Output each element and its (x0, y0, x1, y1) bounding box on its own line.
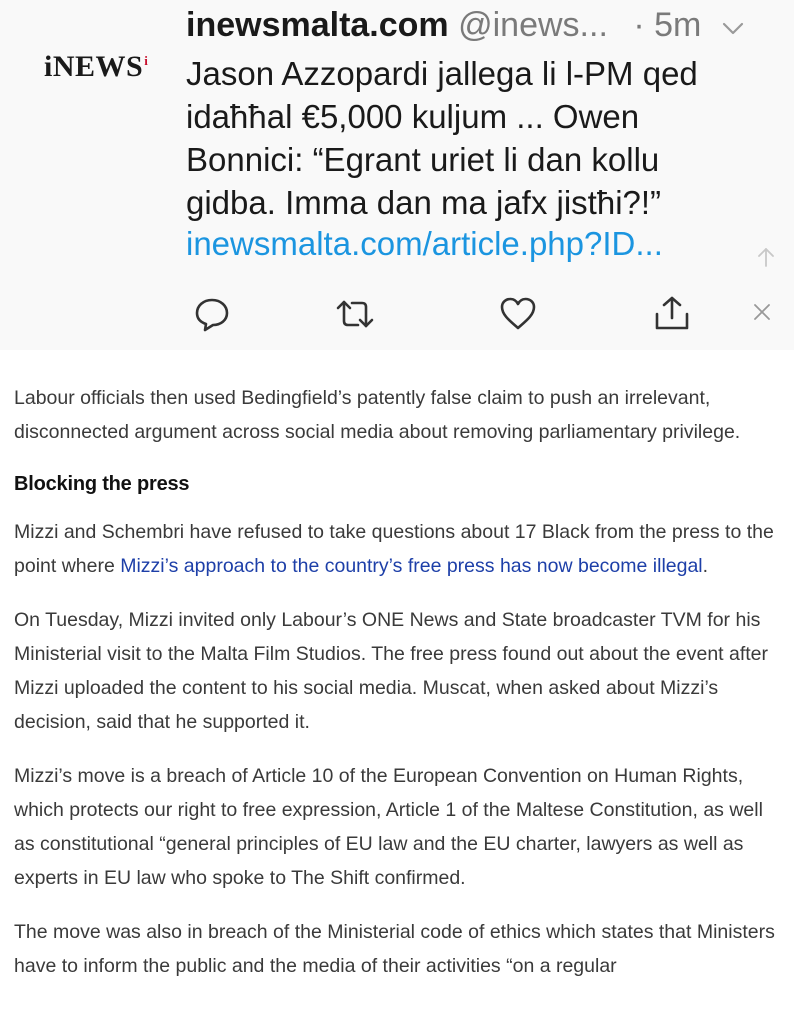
tweet-text (186, 52, 776, 224)
tweet-time: · 5m (633, 6, 702, 44)
tweet-text-line: Jason Azzopardi jallega li l-PM qed (186, 55, 698, 92)
article-body (14, 381, 784, 1003)
article-paragraph (14, 515, 784, 583)
tweet-link[interactable]: inewsmalta.com/article.php?ID... (186, 225, 663, 262)
logo-mark: i (144, 53, 149, 68)
share-icon[interactable] (652, 294, 692, 334)
article-link[interactable]: Mizzi’s approach to the country’s free press has now become illegal (120, 555, 703, 577)
embedded-tweet (0, 0, 794, 350)
tweet-handle[interactable]: @inews... (458, 6, 608, 44)
reply-icon[interactable] (192, 294, 232, 334)
article-paragraph: Mizzi’s move is a breach of Article 10 of the European Convention on Human Rights, which protects our right to free expression, Article 1 of the Maltese Constitution, as well as constitutional “general principles of EU law and the EU charter, lawyers as well as experts in EU law who spoke to The Shift confirmed. (14, 765, 763, 889)
retweet-icon[interactable] (332, 294, 378, 334)
section-heading: Blocking the press (14, 473, 190, 495)
heart-icon[interactable] (498, 294, 538, 334)
paragraph-text: Mizzi and Schembri have refused to take questions about 17 Black from the press to the point where (14, 521, 774, 577)
article-paragraph: Labour officials then used Bedingfield’s patently false claim to push an irrelevant, disconnected argument across social media about removing parliamentary privilege. (14, 387, 741, 443)
close-icon[interactable] (748, 298, 776, 326)
tweet-header (186, 6, 701, 45)
tweet-text-line: gidba. Imma dan ma jafx jistħi?!” (186, 184, 662, 221)
chevron-down-icon[interactable] (716, 14, 750, 42)
paragraph-text: . (702, 555, 709, 577)
article-paragraph: On Tuesday, Mizzi invited only Labour’s ONE News and State broadcaster TVM for his Ministerial visit to the Malta Film Studios. The free press found out about the event after Mizzi uploaded the content to his social media. Muscat, when asked about Mizzi’s decision, said that he supported it. (14, 609, 769, 733)
tweet-text-line: Bonnici: “Egrant uriet li dan kollu (186, 141, 660, 178)
logo-text: iNEWS (44, 50, 144, 83)
article-paragraph: The move was also in breach of the Ministerial code of ethics which states that Ministers have to inform the public and the media of their activities “on a regular (14, 921, 775, 977)
arrow-up-icon[interactable] (753, 244, 779, 270)
inews-logo (44, 50, 148, 84)
tweet-text-line: idaħħal €5,000 kuljum ... Owen (186, 98, 640, 135)
tweet-account-name[interactable]: inewsmalta.com (186, 6, 449, 44)
